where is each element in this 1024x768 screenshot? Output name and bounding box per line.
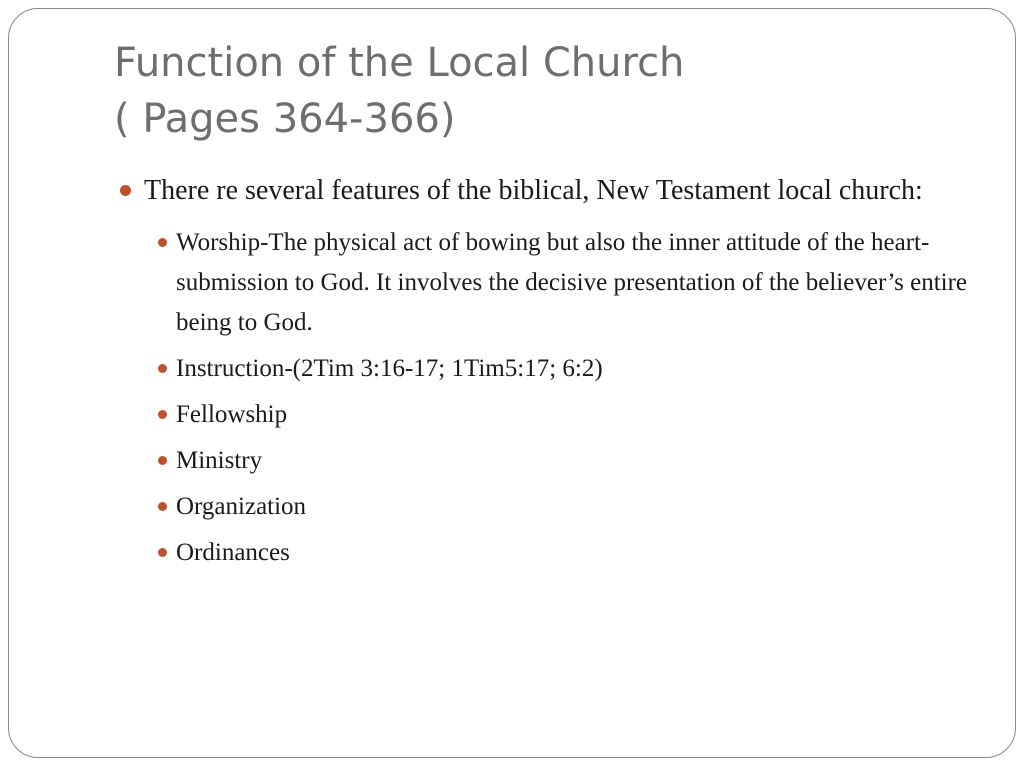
bullet-icon [158, 502, 167, 511]
list-item-feature [114, 349, 974, 389]
list-item-feature [114, 395, 974, 435]
list-item-text: Worship-The physical act of bowing but also the inner attitude of the heart-submission to God. It involves the decisive presentation of the believer’s entire being to God. [176, 229, 968, 336]
title-line-1: Function of the Local Church [114, 40, 685, 86]
bullet-icon [158, 548, 167, 557]
bullet-icon [158, 364, 167, 373]
list-item-text: Instruction-(2Tim 3:16-17; 1Tim5:17; 6:2) [176, 355, 603, 382]
list-item-text: Fellowship [176, 401, 288, 428]
bullet-icon [158, 456, 167, 465]
list-item-feature [114, 223, 974, 343]
slide-body [114, 169, 974, 579]
list-item-feature [114, 441, 974, 481]
list-item-intro [114, 169, 974, 213]
slide [8, 8, 1016, 758]
list-item-text: Ministry [176, 447, 263, 474]
list-item-feature [114, 533, 974, 573]
bullet-icon [120, 185, 131, 196]
bullet-icon [158, 238, 167, 247]
list-item-feature [114, 487, 974, 527]
list-item-text: Ordinances [176, 539, 290, 566]
slide-title [114, 35, 974, 147]
list-item-text: Organization [176, 493, 307, 520]
title-line-2: ( Pages 364-366) [114, 96, 456, 142]
bullet-icon [158, 410, 167, 419]
list-item-text: There re several features of the biblical, New Testament local church: [144, 175, 923, 206]
